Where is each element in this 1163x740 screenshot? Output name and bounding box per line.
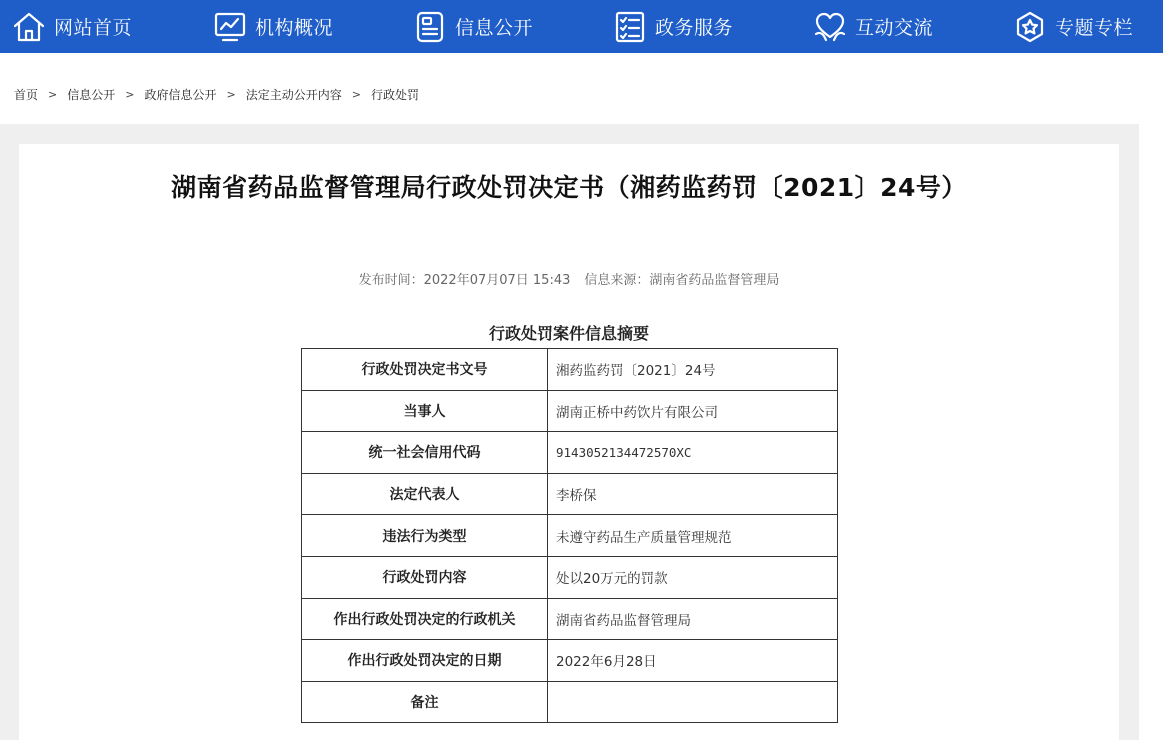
row-key: 违法行为类型 [302, 515, 548, 557]
breadcrumb-separator: > [48, 88, 58, 101]
table-row [302, 556, 838, 598]
document-list-icon [413, 10, 447, 44]
nav-label-services: 政务服务 [655, 17, 734, 39]
row-key: 统一社会信用代码 [302, 432, 548, 474]
nav-label-interaction: 互动交流 [855, 17, 934, 39]
table-row [302, 515, 838, 557]
row-value: 处以20万元的罚款 [548, 556, 838, 598]
breadcrumb-separator: > [226, 88, 236, 101]
row-value: 湖南正桥中药饮片有限公司 [548, 390, 838, 432]
content-area [0, 124, 1139, 740]
breadcrumb [14, 86, 419, 103]
chart-monitor-icon [213, 10, 247, 44]
article-card [19, 144, 1119, 740]
star-badge-icon [1013, 10, 1047, 44]
table-row [302, 640, 838, 682]
nav-item-about[interactable] [213, 0, 333, 53]
table-row [302, 598, 838, 640]
top-navigation [0, 0, 1163, 53]
table-row [302, 432, 838, 474]
nav-item-topics[interactable] [1013, 0, 1133, 53]
row-value: 湖南省药品监督管理局 [548, 598, 838, 640]
breadcrumb-gov-info[interactable]: 政府信息公开 [144, 88, 217, 102]
table-row [302, 349, 838, 391]
row-key: 作出行政处罚决定的行政机关 [302, 598, 548, 640]
nav-item-home[interactable] [12, 0, 132, 53]
table-row [302, 473, 838, 515]
nav-label-about: 机构概况 [255, 17, 334, 39]
breadcrumb-separator: > [351, 88, 361, 101]
row-key: 当事人 [302, 390, 548, 432]
nav-label-info: 信息公开 [455, 17, 534, 39]
table-title: 行政处罚案件信息摘要 [488, 324, 649, 343]
row-key: 行政处罚决定书文号 [302, 349, 548, 391]
breadcrumb-penalty[interactable]: 行政处罚 [370, 88, 419, 102]
row-value: 9143052134472570XC [548, 432, 838, 474]
row-key: 作出行政处罚决定的日期 [302, 640, 548, 682]
table-row [302, 390, 838, 432]
nav-item-interaction[interactable] [813, 0, 933, 53]
publish-time: 2022年07月07日 15:43 [423, 273, 571, 288]
nav-label-home: 网站首页 [54, 17, 133, 39]
source-label: 信息来源： [584, 273, 650, 288]
nav-label-topics: 专题专栏 [1055, 17, 1134, 39]
breadcrumb-statutory-content[interactable]: 法定主动公开内容 [245, 88, 342, 102]
table-row [302, 681, 838, 723]
breadcrumb-separator: > [125, 88, 135, 101]
row-value: 2022年6月28日 [548, 640, 838, 682]
penalty-summary-table [301, 348, 838, 723]
article-title: 湖南省药品监督管理局行政处罚决定书（湘药监药罚〔2021〕24号） [171, 173, 967, 202]
breadcrumb-home[interactable]: 首页 [14, 88, 39, 102]
heart-hands-icon [813, 10, 847, 44]
source-value: 湖南省药品监督管理局 [649, 273, 780, 288]
home-icon [12, 10, 46, 44]
row-value [548, 681, 838, 723]
row-value: 未遵守药品生产质量管理规范 [548, 515, 838, 557]
nav-item-info[interactable] [413, 0, 533, 53]
row-key: 备注 [302, 681, 548, 723]
row-value: 李桥保 [548, 473, 838, 515]
publish-time-label: 发布时间： [358, 273, 424, 288]
article-meta [19, 269, 1119, 288]
row-value: 湘药监药罚〔2021〕24号 [548, 349, 838, 391]
checklist-icon [613, 10, 647, 44]
row-key: 行政处罚内容 [302, 556, 548, 598]
row-key: 法定代表人 [302, 473, 548, 515]
breadcrumb-info-public[interactable]: 信息公开 [67, 88, 116, 102]
nav-item-services[interactable] [613, 0, 733, 53]
